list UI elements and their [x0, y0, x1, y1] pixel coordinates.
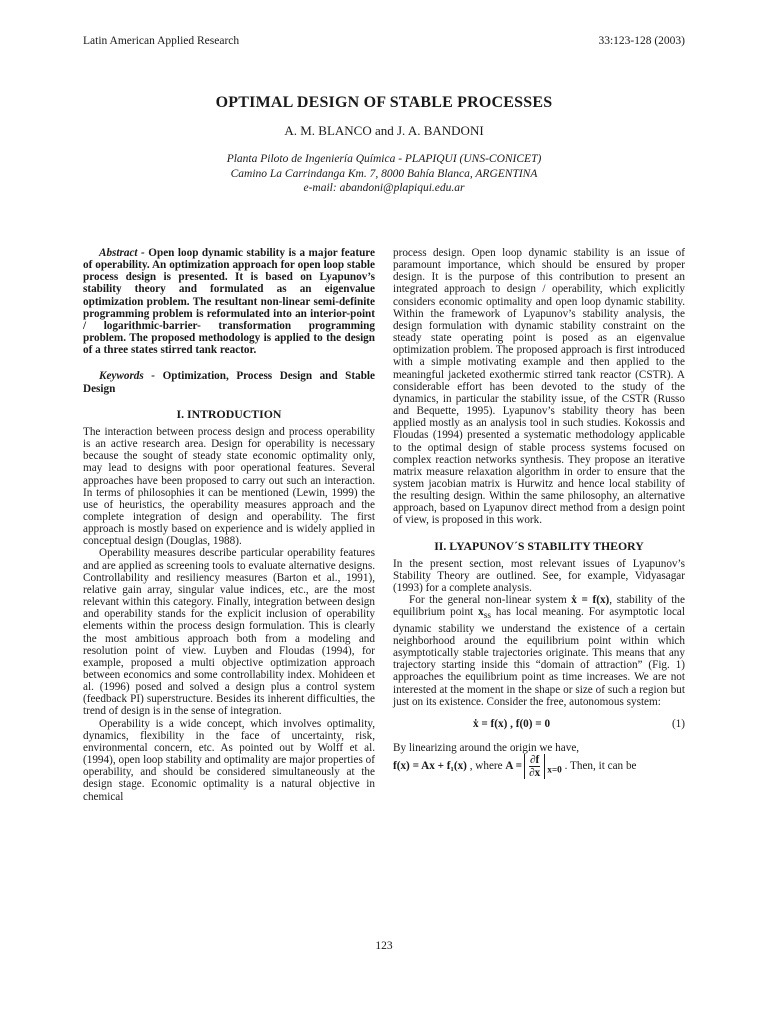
keywords-label: Keywords -: [99, 370, 156, 383]
system-equation-inline: ẋ = f(x): [571, 594, 610, 607]
abstract-text: Open loop dynamic stability is a major feature of operability. An optimization approach for open loop stable process design is presented. It is based on Lyapunov’s stability theory and formulated as an eigenvalue optimization problem. The resultant non-linear semi-definite programming problem is reformulated into an interior-point / logarithmic-barrier- transformation programming problem. The proposed methodology is applied to the design of a three states stirred tank reactor.: [83, 247, 376, 357]
linearization-where: , where: [469, 760, 503, 773]
affiliation: [0, 152, 768, 196]
page-number: 123: [375, 940, 393, 952]
linearization-text: By linearizing around the origin we have,: [393, 741, 580, 754]
lyapunov-paragraph-1: In the present section, most relevant issues of Lyapunov’s Stability Theory are outlined. See, for example, Vidyasagar (1993) for a complete analysis.: [393, 557, 685, 595]
paper-authors: A. M. BLANCO and J. A. BANDONI: [284, 123, 484, 138]
left-column: [83, 247, 375, 803]
equation-1: [393, 708, 685, 742]
paper-title: OPTIMAL DESIGN OF STABLE PROCESSES: [215, 94, 553, 111]
equilibrium-subscript: ss: [483, 611, 491, 622]
matrix-a-label: A =: [505, 760, 523, 773]
equation-1-number: (1): [671, 717, 685, 730]
keywords: [83, 370, 375, 394]
intro-paragraph-4: process design. Open loop dynamic stability is an issue of paramount importance, which should be ensured by proper design. It is the purpose of this contribution to present an integrated approach to design / operability, which explicitly considers economic optimality and open loop dynamic stability. Within the framework of Lyapunov’s stability analysis, the design formulation with dynamic stability constraint on the steady state operating point is posed as an eigenvalue optimization problem. The proposed approach is first introduced with a simple motivating example and then applied to the meaningful jacketed exothermic stirred tank reactor (CSTR). A considerable effort has been devoted to the study of the dynamics, in particular the stability issue, of the CSTR (Russo and Bequette, 1995). Lyapunov’s stability theory has been applied mostly as an analysis tool in such studies. Kokossis and Floudas (1994) presented a systematic methodology applicable to the optimal design of stable process systems focused on complex reaction networks synthesis. They propose an iterative matrix measure relaxation algorithm in order to ensure that the system jacobian matrix is Hurwitz and hence local stability of the resulting design. Within the same philosophy, an alternative approach, based on Lyapunov direct method from a design point of view, is proposed in this work.: [393, 247, 685, 527]
affiliation-institute: Planta Piloto de Ingeniería Química - PLAPIQUI (UNS-CONICET): [226, 153, 542, 165]
abstract-label: Abstract -: [99, 247, 145, 259]
right-column: [393, 247, 685, 779]
abstract: [83, 247, 375, 356]
intro-paragraph-2: Operability measures describe particular operability features and are applied as screening tools to evaluate alternative designs. Controllability and resiliency measures (Barton et al., 1991), relative gain array, singular value indices, etc., are the most relevant within this category. Finally, integration between design and operability stands for the explicit inclusion of operability elements within the process design formulation. This is clearly the most ambitious approach both from a modeling and resolution point of view. Luyben and Floudas (1994), for example, proposed a multi objective optimization approach between economics and some controllability index. Mohideen et al. (1996) posed and solved a design plus a control system (feedback PI) superstructure. Besides its inherent difficulties, the trend of design is in the sense of integration.: [83, 547, 375, 718]
journal-name: Latin American Applied Research: [83, 35, 240, 47]
fraction-denominator: ∂x: [529, 767, 541, 780]
lyapunov-text-a: For the general non-linear system: [409, 594, 567, 607]
fraction-numerator: ∂f: [529, 754, 540, 767]
jacobian-fraction: [524, 754, 545, 779]
equilibrium-point: x: [478, 606, 484, 619]
intro-paragraph-3: Operability is a wide concept, which involves optimality, dynamics, flexibility in the face of uncertainty, risk, environmental concern, etc. As pointed out by Wolff et al. (1994), open loop stability and optimality are major properties of operability, and should be considered simultaneously at the design stage. Economic optimality is a natural objective in chemical: [83, 717, 375, 803]
lyapunov-text-b: , stability of the equilibrium point: [393, 594, 685, 619]
linearization-equation: f(x) = Ax + f₁(x): [393, 760, 467, 773]
affiliation-email: e-mail: abandoni@plapiqui.edu.ar: [303, 182, 465, 194]
equation-1-expression: ẋ = f(x) , f(0) = 0: [473, 717, 551, 730]
journal-citation: 33:123-128 (2003): [598, 35, 685, 47]
linearization-end: . Then, it can be: [564, 760, 637, 773]
section-heading-introduction: I. INTRODUCTION: [176, 406, 282, 421]
keywords-text: Optimization, Process Design and Stable Design: [83, 370, 376, 395]
lyapunov-paragraph-2: [393, 594, 685, 708]
fraction-subscript: x=0: [547, 765, 562, 776]
affiliation-address: Camino La Carrindanga Km. 7, 8000 Bahía Blanca, ARGENTINA: [230, 167, 538, 180]
linearization-line: [393, 754, 685, 779]
section-heading-lyapunov: II. LYAPUNOV´S STABILITY THEORY: [434, 538, 644, 553]
intro-paragraph-1: The interaction between process design and process operability is an active research area. Design for operability is necessary because the sought of steady state economic optimality only, may lead to designs with poor operational features. Several approaches have been proposed to carry out such an interaction. In terms of philosophies it can be mentioned (Lewin, 1999) the use of heuristics, the operability measures approach and the complete integration of design and operability. The first approach is mostly based on experience and is widely applied in conceptual design (Douglas, 1988).: [83, 425, 375, 548]
lyapunov-text-c: has local meaning. For asymptotic local dynamic stability we understand the existence of a certain neighborhood around the equilibrium point within which asymptotically stable trajectories originate. This means that any trajectory starting inside this “domain of attraction” (Fig. 1) approaches the equilibrium point as time increases. We are not interested at the moment in the shape or size of such a region but just on its existence. Consider the free, autonomous system:: [393, 606, 686, 708]
